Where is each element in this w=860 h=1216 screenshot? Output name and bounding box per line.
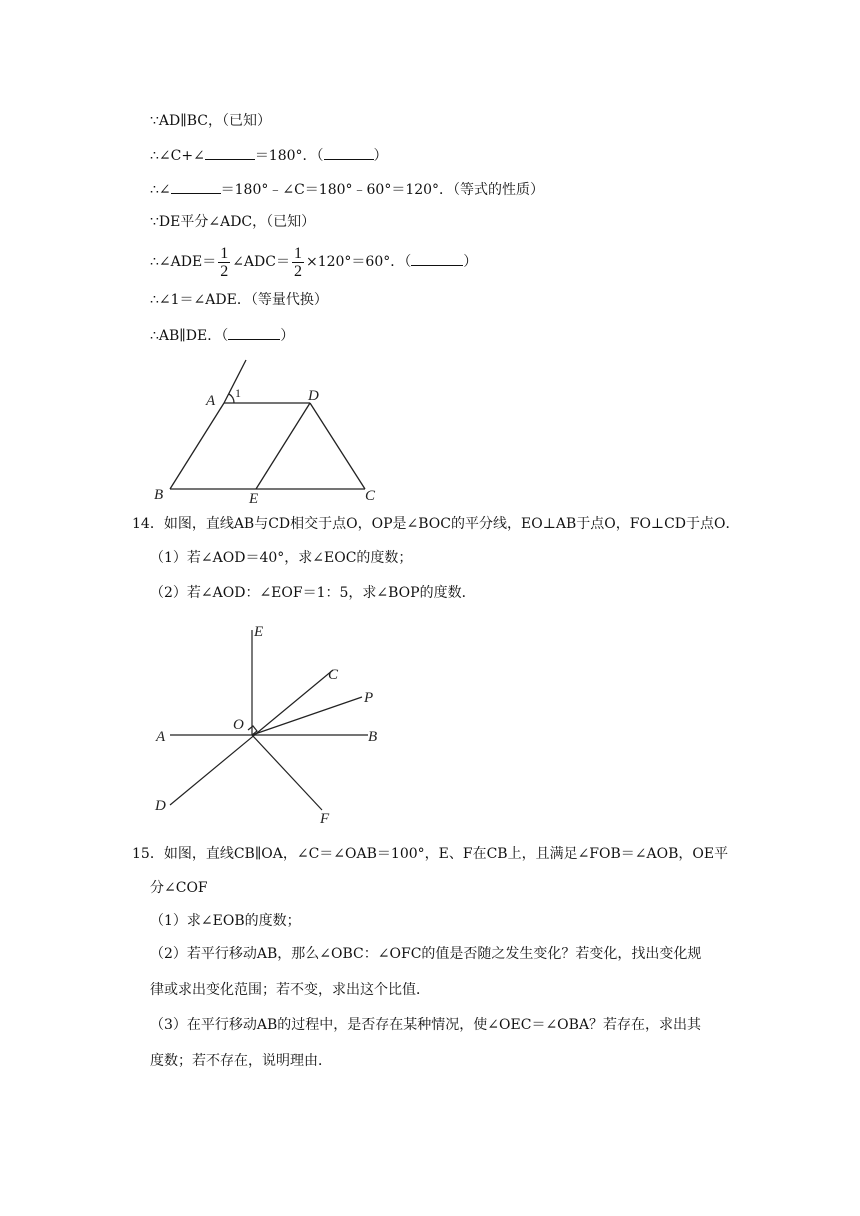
label-C: C <box>365 488 376 504</box>
segment-AB <box>170 403 224 489</box>
q15-stem-line-1: 15．如图，直线CB∥OA，∠C＝∠OAB＝100°，E、F在CB上，且满足∠FOB＝∠AOB，OE平 <box>132 846 729 862</box>
proof-text-post: ＝180°﹣∠C＝180°﹣60°＝120°．（等式的性质） <box>220 182 545 198</box>
q15-part-2-line-1: （2）若平行移动AB，那么∠OBC：∠OFC的值是否随之发生变化？若变化，找出变化规 <box>150 946 702 962</box>
proof-line-6 <box>150 290 328 310</box>
ray-OF <box>252 735 322 810</box>
label-A: A <box>156 729 166 745</box>
proof-text-post: ） <box>280 328 295 344</box>
fraction-half: $\frac{1}{2}$ <box>220 244 229 280</box>
proof-text-pre: ∴∠ADE＝ <box>150 254 217 270</box>
label-D: D <box>308 388 319 404</box>
proof-text-pre: ∴∠C+∠ <box>150 148 205 164</box>
label-P: P <box>364 690 374 706</box>
label-E: E <box>254 624 264 640</box>
q15-part-2-line-2: 律或求出变化范围；若不变，求出这个比值． <box>150 982 430 998</box>
q14-stem: 14．如图，直线AB与CD相交于点O，OP是∠BOC的平分线，EO⊥AB于点O，FO⊥CD于点O． <box>132 516 740 532</box>
proof-text-pre: ∴∠ <box>150 182 171 198</box>
figure-2-diagram <box>150 615 390 830</box>
angle-1-arc <box>229 394 234 403</box>
proof-line-2 <box>150 145 388 166</box>
fraction-half: $\frac{1}{2}$ <box>293 244 302 280</box>
label-D: D <box>155 798 166 814</box>
proof-text-pre: ∴AB∥DE．（ <box>150 328 229 344</box>
label-C: C <box>328 667 339 683</box>
proof-text-end: ） <box>463 254 478 270</box>
proof-text: ∵AD∥BC，（已知） <box>150 113 271 129</box>
q15-part-1: （1）求∠EOB的度数； <box>150 913 301 929</box>
ray-OP <box>252 697 362 735</box>
label-B: B <box>368 729 378 745</box>
proof-line-4 <box>150 212 315 232</box>
fill-blank[interactable] <box>171 179 221 194</box>
proof-line-7 <box>150 325 294 346</box>
figure-1-diagram <box>140 350 400 510</box>
q15-part-3-line-1: （3）在平行移动AB的过程中，是否存在某种情况，使∠OEC＝∠OBA？若存在，求出其 <box>150 1017 702 1033</box>
fill-blank[interactable] <box>411 251 463 266</box>
label-angle-1: 1 <box>235 386 241 400</box>
q15-part-3-line-2: 度数；若不存在，说明理由． <box>150 1053 332 1069</box>
fill-blank[interactable] <box>228 325 280 340</box>
label-F: F <box>320 811 330 827</box>
fill-blank[interactable] <box>324 145 374 160</box>
proof-line-1 <box>150 111 271 131</box>
label-O: O <box>233 717 244 733</box>
proof-text: ∵DE平分∠ADC，（已知） <box>150 214 316 230</box>
proof-text-mid: ＝180°．（ <box>254 148 324 164</box>
proof-text-post: ×120°＝60°．（ <box>305 254 412 270</box>
q14-part-1: （1）若∠AOD＝40°，求∠EOC的度数； <box>150 550 413 566</box>
label-B: B <box>154 487 164 503</box>
proof-text-mid: ∠ADC＝ <box>232 254 290 270</box>
proof-line-5 <box>150 242 477 282</box>
proof-text: ∴∠1＝∠ADE．（等量代换） <box>150 292 328 308</box>
q14-part-2: （2）若∠AOD：∠EOF＝1：5，求∠BOP的度数． <box>150 585 476 601</box>
fill-blank[interactable] <box>205 145 255 160</box>
label-E: E <box>249 491 259 507</box>
proof-text-post: ） <box>373 148 388 164</box>
segment-DE <box>256 403 310 489</box>
label-A: A <box>206 393 216 409</box>
q15-stem-line-2: 分∠COF <box>150 880 208 896</box>
segment-DC <box>310 403 365 489</box>
proof-line-3 <box>150 179 544 200</box>
